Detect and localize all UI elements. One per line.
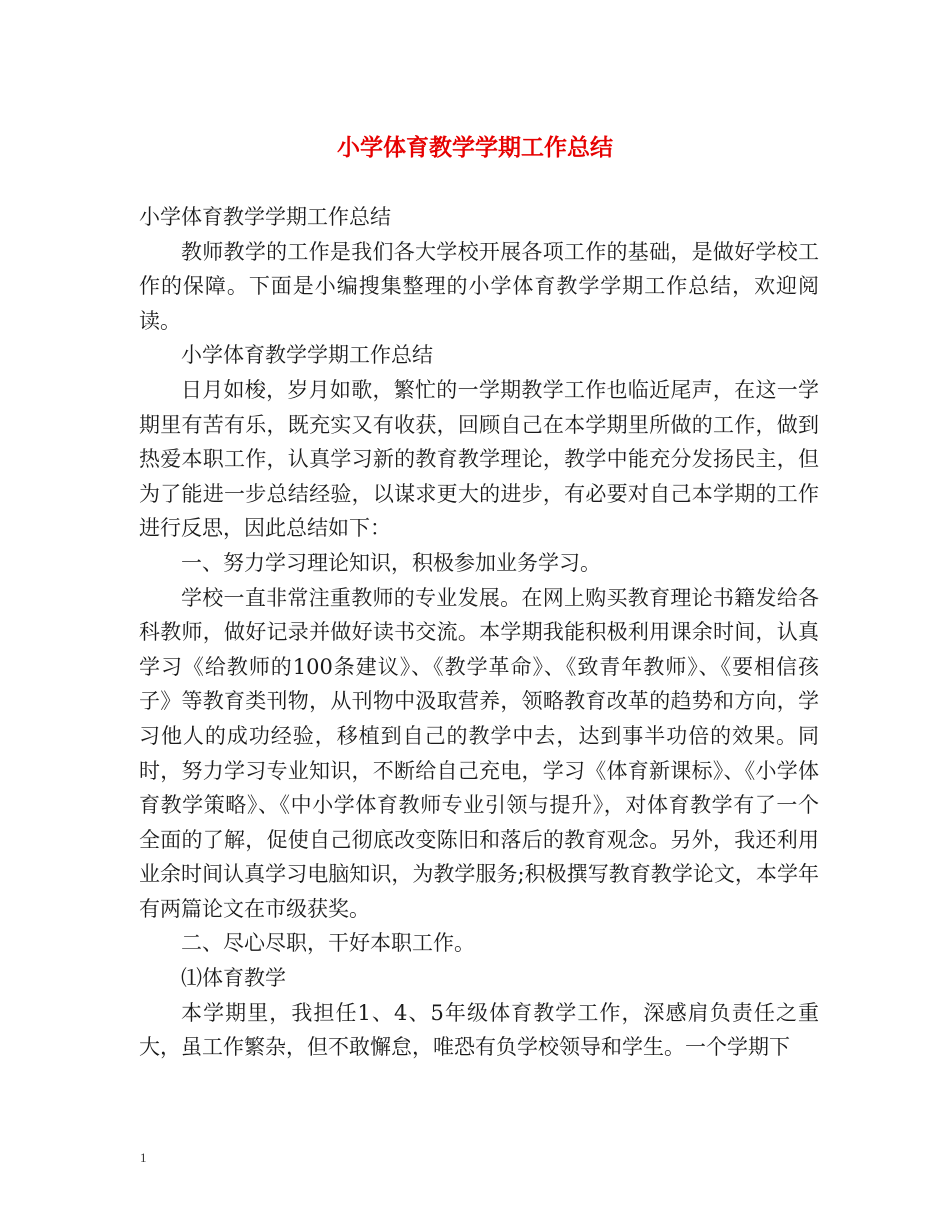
paragraph-opening: 日月如梭，岁月如歌，繁忙的一学期教学工作也临近尾声，在这一学期里有苦有乐，既充实又有收获，回顾自己在本学期里所做的工作，做到热爱本职工作，认真学习新的教育教学理论，教学中能充分发扬民主，但为了能进一步总结经验，以谋求更大的进步，有必要对自己本学期的工作进行反思，因此总结如下： [139,377,819,541]
paragraph-study: 学校一直非常注重教师的专业发展。在网上购买教育理论书籍发给各科教师，做好记录并做好读书交流。本学期我能积极利用课余时间，认真学习《给教师的100条建议》、《教学革命》、《致青年教师》、《要相信孩子》等教育类刊物，从刊物中汲取营养，领略教育改革的趋势和方向，学习他人的成功经验，移植到自己的教学中去，达到事半功倍的效果。同时，努力学习专业知识，不断给自己充电，学习《体育新课标》、《小学体育教学策略》、《中小学体育教师专业引领与提升》，对体育教学有了一个全面的了解，促使自己彻底改变陈旧和落后的教育观念。另外，我还利用业余时间认真学习电脑知识，为教学服务;积极撰写教育教学论文，本学年有两篇论文在市级获奖。 [139,585,819,921]
page-number: 1 [140,1150,147,1165]
section-heading-1: 一、努力学习理论知识，积极参加业务学习。 [181,550,601,575]
subsection-heading-pe: ⑴体育教学 [181,966,286,991]
paragraph-teaching: 本学期里，我担任1、4、5年级体育教学工作，深感肩负责任之重大，虽工作繁杂，但不敢懈怠，唯恐有负学校领导和学生。一个学期下 [139,1000,819,1060]
paragraph-heading: 小学体育教学学期工作总结 [139,205,391,229]
paragraph-intro: 教师教学的工作是我们各大学校开展各项工作的基础，是做好学校工作的保障。下面是小编搜集整理的小学体育教学学期工作总结，欢迎阅读。 [139,239,819,333]
document-body [139,200,819,1065]
paragraph-subtitle: 小学体育教学学期工作总结 [181,343,433,368]
document-title: 小学体育教学学期工作总结 [337,134,613,161]
section-heading-2: 二、尽心尽职，干好本职工作。 [181,931,475,956]
